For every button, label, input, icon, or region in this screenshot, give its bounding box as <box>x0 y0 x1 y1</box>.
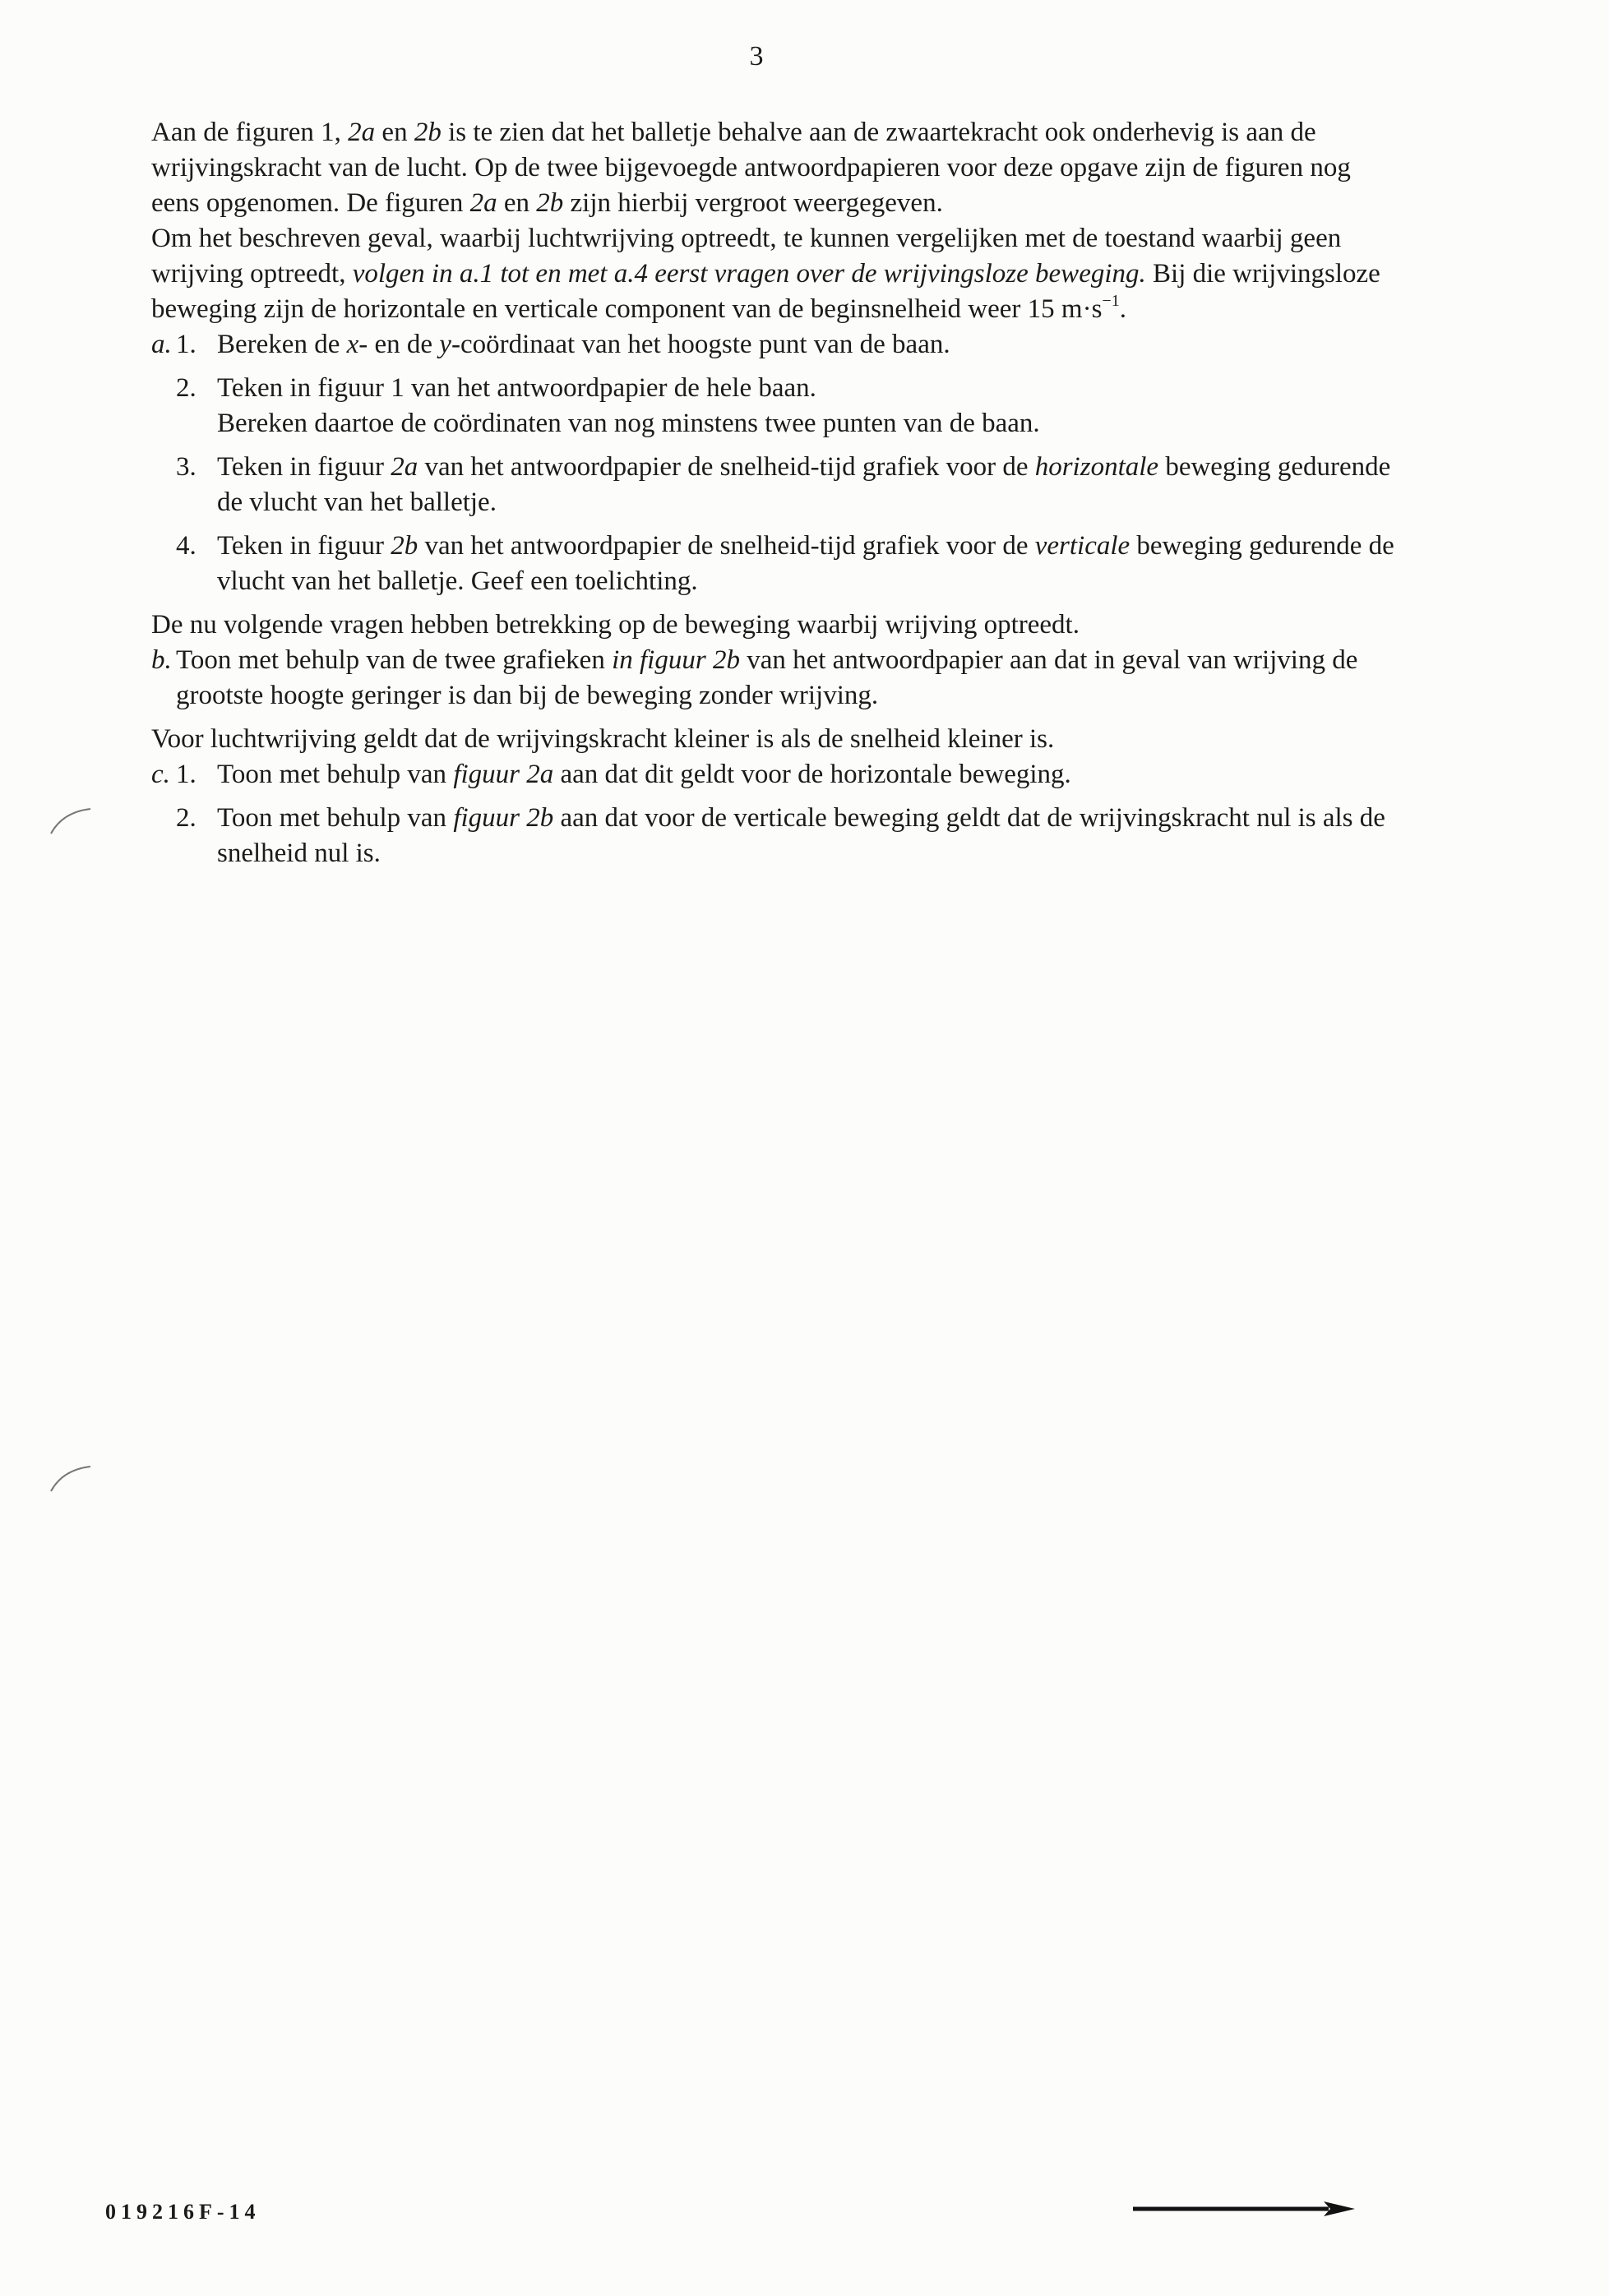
question-number: 4. <box>176 531 197 561</box>
question-letter-b: b. <box>151 645 172 675</box>
question-a3: 3. Teken in figuur 2a van het antwoordpapier de snelheid-tijd grafiek voor de horizontale beweging gedurende de vlucht van het balletje. <box>151 450 1401 520</box>
page-number: 3 <box>749 41 764 72</box>
friction-statement: Voor luchtwrijving geldt dat de wrijvingskracht kleiner is als de snelheid kleiner is. <box>151 724 1055 754</box>
punch-hole-mark <box>48 1462 97 1494</box>
question-letter-c: c. <box>151 760 170 789</box>
question-a4: 4. Teken in figuur 2b van het antwoordpapier de snelheid-tijd grafiek voor de verticale beweging gedurende de vlucht van het balletje. Geef een toelichting. <box>151 529 1401 599</box>
page-body <box>151 115 1401 880</box>
intro-paragraph-frictionless: Om het beschreven geval, waarbij luchtwrijving optreedt, te kunnen vergelijken met de toestand waarbij geen wrijving optreedt, volgen in a.1 tot en met a.4 eerst vragen over de wrijvingsloze beweging. Bij die wrijvingsloze beweging zijn de horizontale en verticale component van de beginsnelheid weer 15 $m\cdot s^{-1}$. <box>151 224 1380 324</box>
document-code: 019216F-14 <box>105 2200 261 2224</box>
next-page-arrow-icon <box>1133 2197 1355 2221</box>
question-b: b. Toon met behulp van de twee grafieken in figuur 2b van het antwoordpapier aan dat in geval van wrijving de grootste hoogte geringer is dan bij de beweging zonder wrijving. <box>151 643 1401 714</box>
question-c2: 2. Toon met behulp van figuur 2b aan dat voor de verticale beweging geldt dat de wrijvingskracht nul is als de snelheid nul is. <box>151 801 1401 871</box>
question-number: 2. <box>176 373 197 403</box>
intro-paragraph-figures: Aan de figuren 1, 2a en 2b is te zien dat het balletje behalve aan de zwaartekracht ook onderhevig is aan de wrijvingskracht van de lucht. Op de twee bijgevoegde antwoordpapieren voor deze opgave zijn de figuren nog eens opgenomen. De figuren 2a en 2b zijn hierbij vergroot weergegeven. <box>151 118 1351 218</box>
question-letter-a: a. <box>151 330 172 359</box>
question-number: 3. <box>176 452 197 482</box>
question-a1: a. 1. Bereken de x- en de y-coördinaat van het hoogste punt van de baan. <box>151 327 1401 363</box>
question-number: 1. <box>176 760 197 789</box>
question-number: 2. <box>176 803 197 833</box>
question-a2: 2. Teken in figuur 1 van het antwoordpapier de hele baan. Bereken daartoe de coördinaten van nog minstens twee punten van de baan. <box>151 371 1401 441</box>
punch-hole-mark <box>48 804 97 837</box>
question-number: 1. <box>176 330 197 359</box>
question-c1: c. 1. Toon met behulp van figuur 2a aan dat dit geldt voor de horizontale beweging. <box>151 757 1401 792</box>
transition-text: De nu volgende vragen hebben betrekking op de beweging waarbij wrijving optreedt. <box>151 610 1080 640</box>
